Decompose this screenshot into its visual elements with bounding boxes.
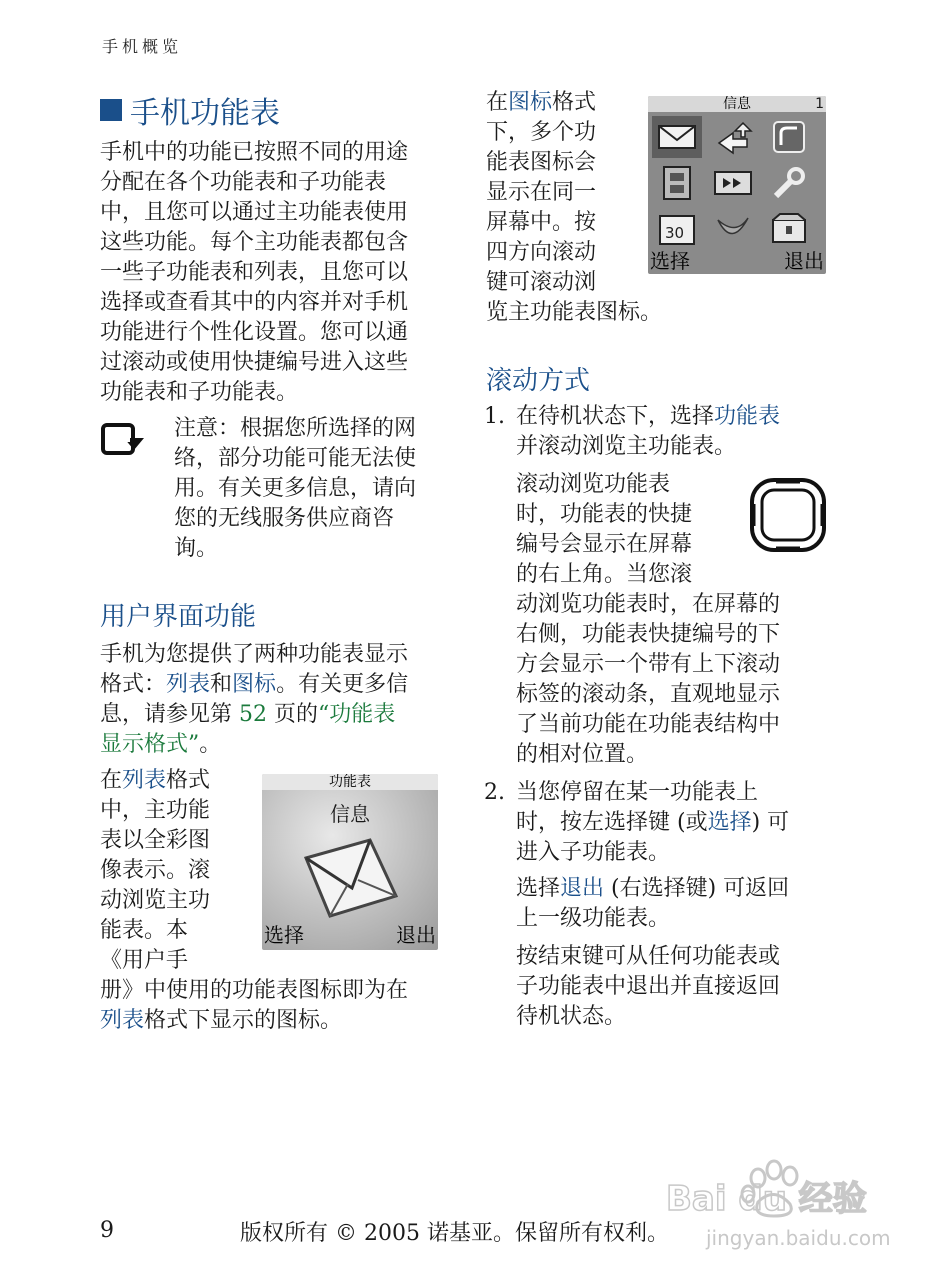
call-log-icon [764,116,814,158]
menu-format-link-1[interactable]: “功能表 [318,702,396,727]
square-bullet-icon [100,99,122,121]
step-2-back-text: 选择退出 (右选择键) 可返回 上一级功能表。 [516,876,790,931]
svg-text:30: 30 [665,224,685,242]
step-2-text: 当您停留在某一功能表上 时，按左选择键 (或选择) 可 进入子功能表。 [516,780,790,865]
copyright-text: 版权所有 © 2005 诺基亚。保留所有权利。 [240,1221,669,1246]
gallery-film-icon [652,162,702,204]
left-softkey[interactable]: 选择 [264,923,304,947]
exit-link[interactable]: 退出 [560,876,605,901]
contacts-icon [708,116,758,158]
section-title: 手机功能表 [130,96,280,131]
menu-link[interactable]: 功能表 [714,404,781,429]
page-ref-link[interactable]: 52 [239,702,267,727]
menu-format-link-2[interactable]: 显示格式” [100,732,200,757]
list-format-link[interactable]: 列表 [122,768,167,793]
scroll-key-icon [748,476,828,558]
settings-tools-icon [764,162,814,204]
grid-format-screen [648,96,826,274]
message-icon [652,116,702,158]
step-2-number: 2. [484,780,505,805]
select-link[interactable]: 选择 [707,810,752,835]
right-softkey[interactable]: 退出 [784,249,824,273]
media-icon [708,162,758,204]
screen-title: 信息 [648,96,826,112]
list-format-screen [262,774,438,950]
step-1-description: 滚动浏览功能表 时，功能表的快捷 编号会显示在屏幕 的右上角。当您滚 动浏览功能表时，在屏幕的 右侧，功能表快捷编号的下 方会显示一个带有上下滚动 标签的滚动条，直观地显示 了当前功能在功能表结构中 的相对位置。 [516,472,781,767]
ui-features-heading: 用户界面功能 [100,602,257,632]
intro-paragraph: 手机中的功能已按照不同的用途 分配在各个功能表和子功能表 中，且您可以通过主功能表使用 这些功能。每个主功能表都包含 一些子功能表和列表，且您可以 选择或查看其中的内容并对手机 功能进行个性化设置。您可以通 过滚动或使用快捷编号进入这些 功能表和子功能表。 [100,140,409,405]
step-1-number: 1. [484,404,505,429]
right-softkey[interactable]: 退出 [396,923,436,947]
page-number: 9 [100,1218,114,1243]
menu-item-label: 信息 [330,802,370,826]
list-link[interactable]: 列表 [166,672,211,697]
page-header-title: 手机概览 [102,37,183,56]
web-icon [708,208,758,250]
sim-services-icon [764,208,814,250]
ui-features-paragraph: 手机为您提供了两种功能表显示 格式：列表和图标。有关更多信 息，请参见第 52 页的“功能表 显示格式”。 [100,642,409,757]
scroll-mode-heading: 滚动方式 [486,366,591,396]
svg-text:Bai du 经验: Bai du 经验 [666,1179,867,1219]
list-format-paragraph: 在列表格式 中，主功能 表以全彩图 像表示。滚 动浏览主功 能表。本 《用户手 册》中使用的功能表图标即为在 列表格式下显示的图标。 [100,768,409,1033]
menu-number: 1 [815,96,824,112]
step-1-text: 在待机状态下，选择功能表 并滚动浏览主功能表。 [516,404,781,459]
calendar-icon [652,208,702,250]
screen-title: 功能表 [262,774,438,790]
section-heading [100,88,280,132]
envelope-icon [300,836,400,924]
grid-format-paragraph: 在图标格式 下，多个功 能表图标会 显示在同一 屏幕中。按 四方向滚动 键可滚动浏 览主功能表图标。 [486,90,663,325]
watermark-url: jingyan.baidu.com [706,1226,891,1250]
left-softkey[interactable]: 选择 [650,249,690,273]
list-format-link-2[interactable]: 列表 [100,1008,145,1033]
note-text: 注意：根据您所选择的网 络，部分功能可能无法使 用。有关更多信息，请向 您的无线服务供应商咨 询。 [174,416,417,561]
note-icon [100,420,148,464]
step-2-end-text: 按结束键可从任何功能表或 子功能表中退出并直接返回 待机状态。 [516,944,781,1029]
icon-format-link[interactable]: 图标 [508,90,553,115]
baidu-watermark [666,1150,891,1264]
icon-link[interactable]: 图标 [232,672,277,697]
